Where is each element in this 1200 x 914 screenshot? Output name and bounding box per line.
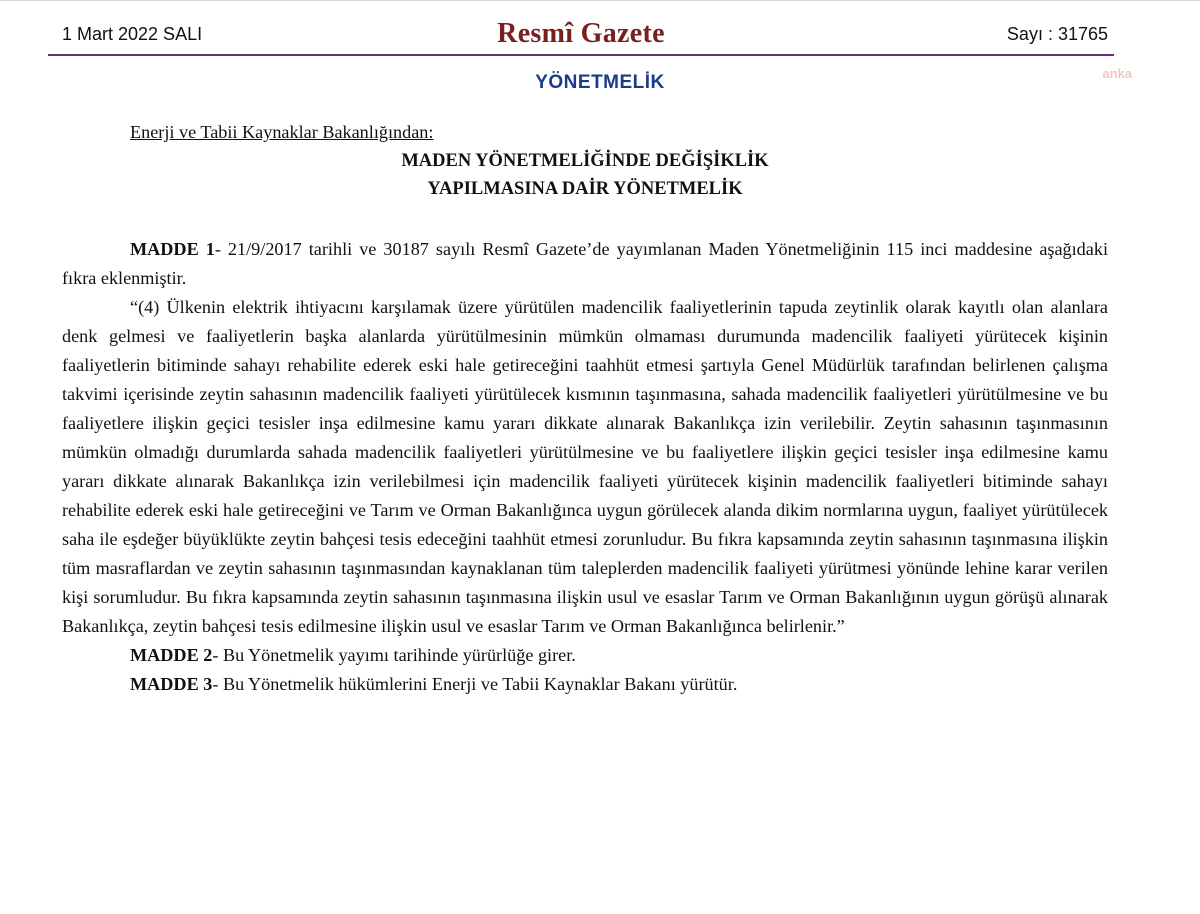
- article-3-heading: MADDE 3: [130, 674, 213, 694]
- issue-date: 1 Mart 2022 SALI: [62, 24, 203, 44]
- article-2: [62, 641, 1108, 670]
- regulation-title: [62, 147, 1108, 203]
- document-body: [62, 118, 1108, 699]
- gazette-title: Resmî Gazete: [497, 18, 665, 49]
- regulation-title-line-1: MADEN YÖNETMELİĞİNDE DEĞİŞİKLİK: [401, 151, 769, 171]
- header-divider: [48, 54, 1114, 56]
- watermark-logo: anka: [1102, 66, 1132, 81]
- paragraph-4-text: “(4) Ülkenin elektrik ihtiyacını karşılamak üzere yürütülen madencilik faaliyetlerinin tapuda zeytinlik olarak kayıtlı olan alanlara denk gelmesi ve faaliyetlerin başka alanlarda yürütülmesinin mümkün olmaması durumunda madencilik faaliyeti yürütecek kişinin faaliyetlerin bitiminde sahayı rehabilite ederek eski hale getireceğini taahhüt etmesi şartıyla Genel Müdürlük tarafından belirlenen çalışma takvimi içerisinde zeytin sahasının madencilik faaliyeti yürütülecek kısmının taşınmasına, sahada madencilik faaliyetleri yürütülmesine ve bu faaliyetlere ilişkin geçici tesisler inşa edilmesine kamu yararı dikkate alınarak Bakanlıkça izin verilebilir. Zeytin sahasının taşınmasının mümkün olmadığı durumlarda sahada madencilik faaliyetleri yürütülmesine ve bu faaliyetlere ilişkin geçici tesisler inşa edilmesine kamu yararı dikkate alınarak Bakanlıkça izin verilebilmesi için madencilik faaliyeti yürütecek kişinin madencilik faaliyetleri bitiminde sahayı rehabilite ederek eski hale getireceğini ve Tarım ve Orman Bakanlığınca uygun görülecek alanda dikim normlarına uygun, faaliyet yürütülecek saha ile eşdeğer büyüklükte zeytin bahçesi tesis edeceğini taahhüt etmesi zorunludur. Bu fıkra kapsamında zeytin sahasının taşınmasına ilişkin tüm masraflardan ve zeytin sahasının taşınmasından kaynaklanan tüm taleplerden madencilik faaliyeti yürütmesi yönünde lehine karar verilen kişi sorumludur. Bu fıkra kapsamında zeytin sahasının taşınmasına ilişkin usul ve esaslar Tarım ve Orman Bakanlığının uygun görüşü alınarak Bakanlıkça, zeytin bahçesi tesis edilmesine ilişkin usul ve esaslar Tarım ve Orman Bakanlığınca belirlenir.”: [62, 297, 1108, 636]
- section-label: YÖNETMELİK: [535, 72, 665, 93]
- issue-number: Sayı : 31765: [1006, 24, 1108, 44]
- article-3: [62, 670, 1108, 699]
- regulation-title-line-2: YAPILMASINA DAİR YÖNETMELİK: [427, 179, 743, 199]
- article-1-text: - 21/9/2017 tarihli ve 30187 sayılı Resmî Gazete’de yayımlanan Maden Yönetmeliğinin 115 inci maddesine aşağıdaki fıkra eklenmiştir.: [62, 239, 1108, 288]
- issuing-ministry: Enerji ve Tabii Kaynaklar Bakanlığından:: [130, 122, 434, 142]
- article-1-heading: MADDE 1: [130, 239, 215, 259]
- article-2-heading: MADDE 2: [130, 645, 213, 665]
- article-2-text: - Bu Yönetmelik yayımı tarihinde yürürlüğe girer.: [212, 645, 576, 665]
- top-border: [0, 0, 1200, 1]
- article-3-text: - Bu Yönetmelik hükümlerini Enerji ve Tabii Kaynaklar Bakanı yürütür.: [212, 674, 738, 694]
- article-1: [62, 235, 1108, 293]
- article-1-paragraph-4: [62, 293, 1108, 641]
- gazette-header: [48, 18, 1114, 54]
